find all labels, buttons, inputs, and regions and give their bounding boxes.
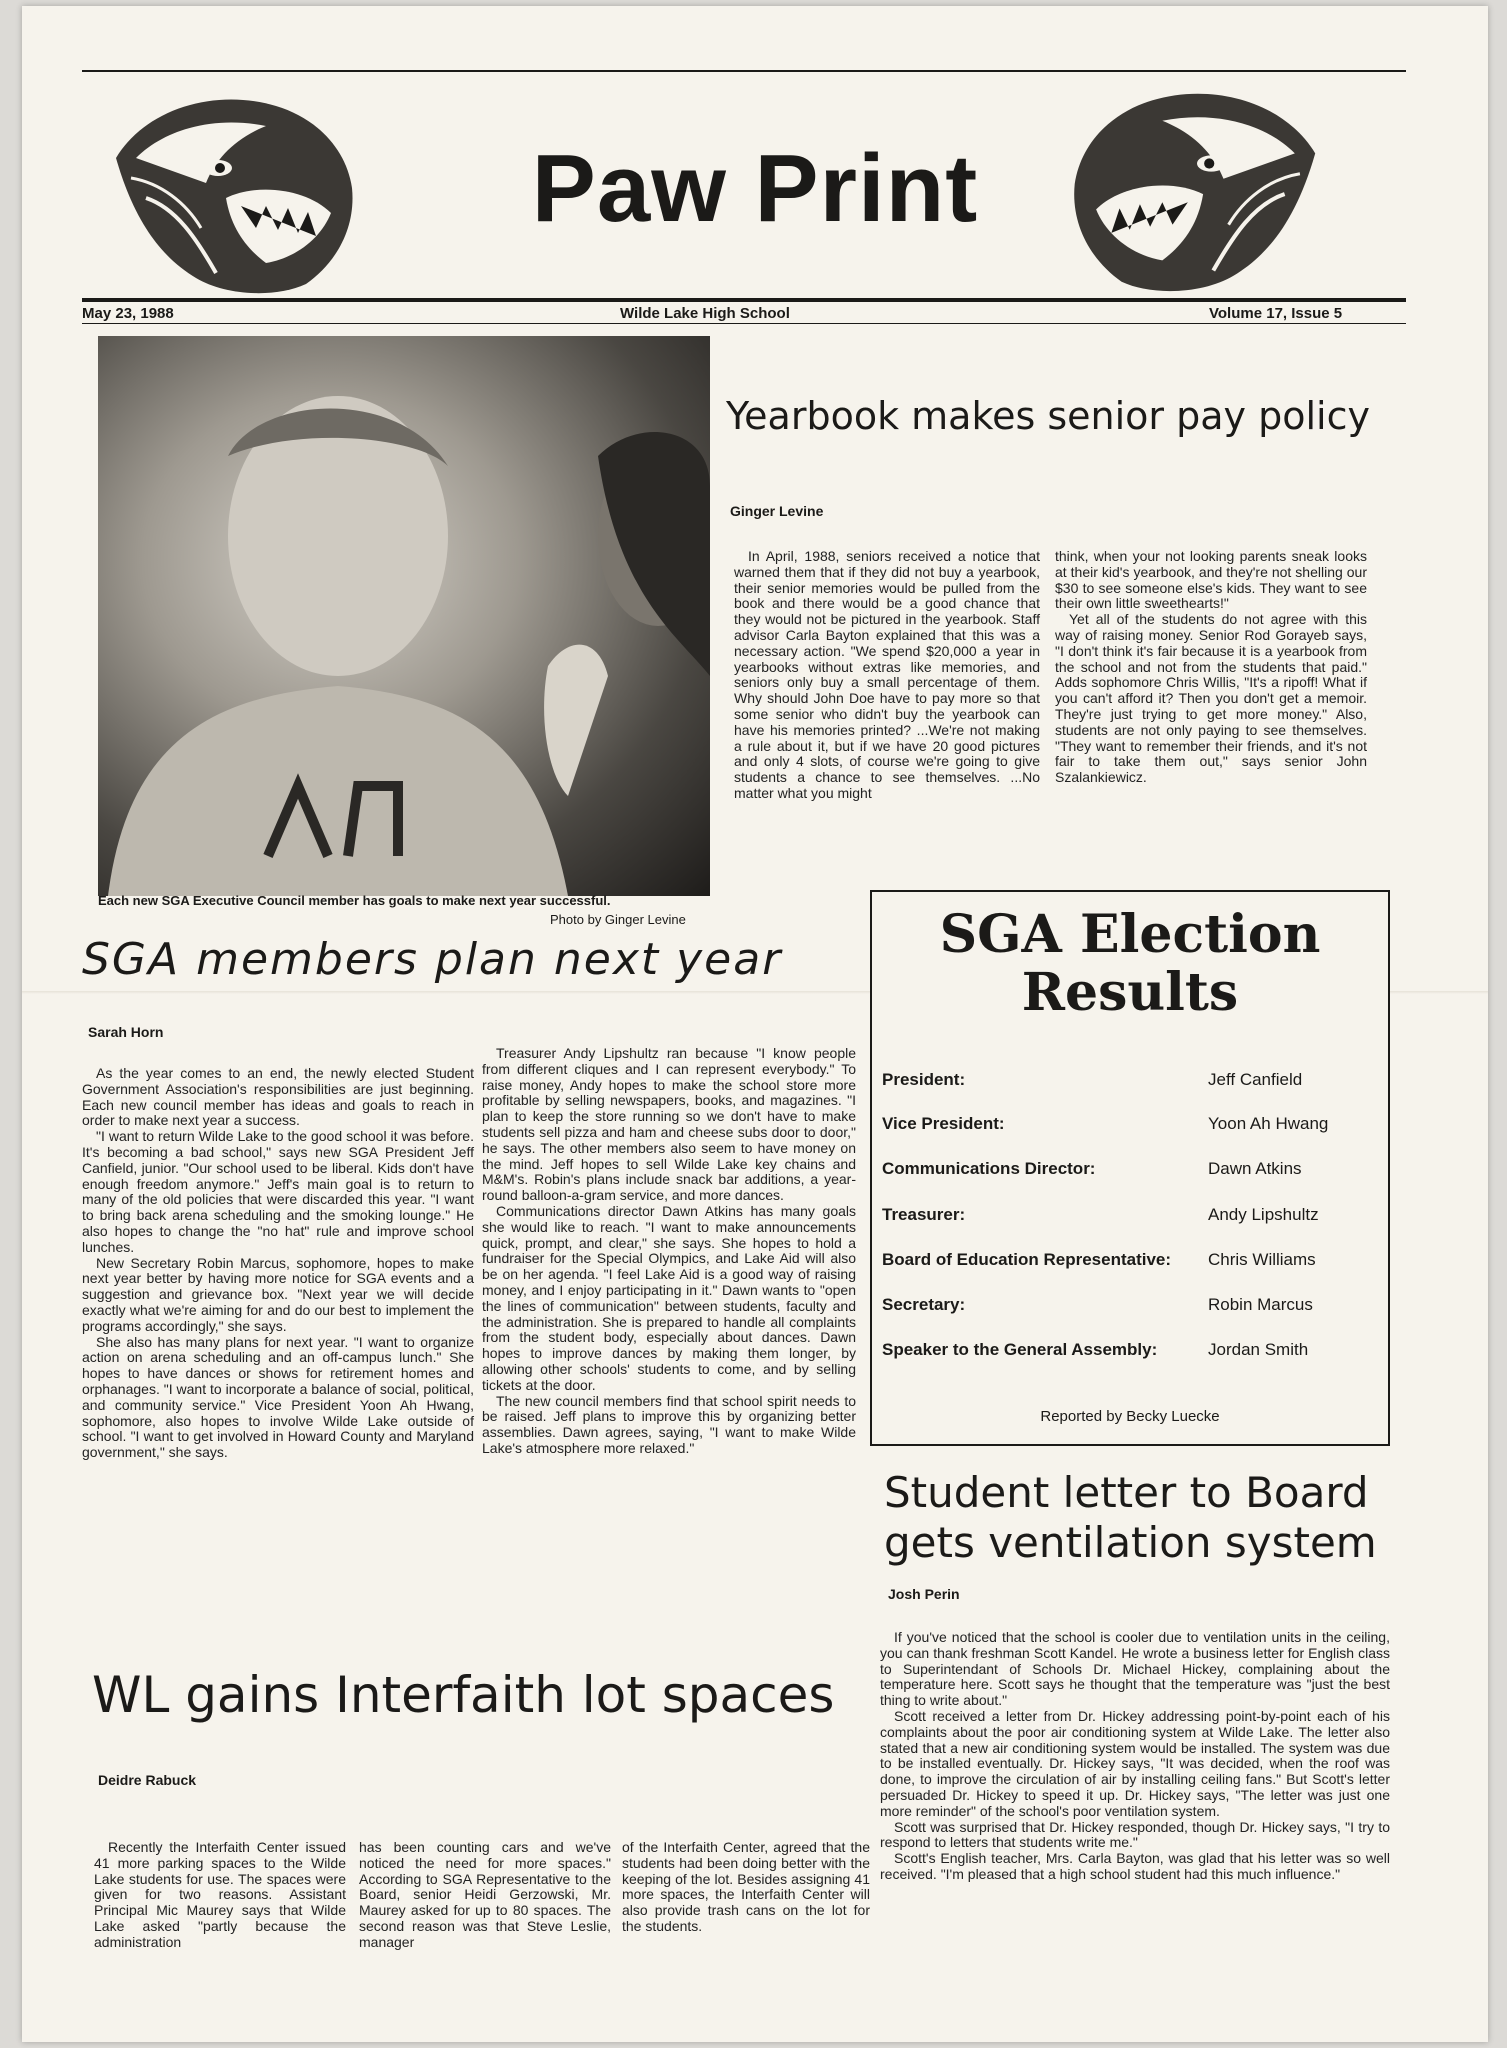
paragraph: "I want to return Wilde Lake to the good school it was before. It's becoming a bad school," says new SGA President Jeff Canfield, junior. "Our school used to be liberal. Kids don't have enough freedom anymore." Jeff's main goal is to return to many of the old policies that were discarded this year. "I want to bring back arena scheduling and the smoking lounge." He also hopes to change the "no hat" rule and improve school lunches. — [82, 1128, 474, 1255]
sga-column-2 — [482, 1046, 856, 1457]
sga-headline: SGA members plan next year — [82, 934, 783, 985]
interfaith-byline: Deidre Rabuck — [98, 1772, 197, 1788]
winner-name: Andy Lipshultz — [1208, 1205, 1319, 1224]
election-row-vice-president — [882, 1114, 1378, 1144]
role-label: Treasurer: — [882, 1205, 966, 1224]
issue-date: May 23, 1988 — [82, 305, 174, 322]
ventilation-headline — [884, 1468, 1377, 1568]
masthead-rule — [82, 298, 1406, 302]
dateline-rule — [82, 323, 1406, 324]
interfaith-column-3 — [622, 1840, 870, 1935]
role-label: Speaker to the General Assembly: — [882, 1340, 1158, 1359]
election-row-president — [882, 1070, 1378, 1100]
role-label: Communications Director: — [882, 1159, 1096, 1178]
newspaper-title: Paw Print — [531, 135, 979, 242]
ventilation-headline-line-2: gets ventilation system — [884, 1518, 1377, 1567]
student-photo-illustration — [98, 336, 710, 896]
role-label: President: — [882, 1070, 966, 1089]
paragraph: As the year comes to an end, the newly elected Student Government Association's responsibilities are just beginning. Each new council member has ideas and goals to reach in order to make next year a success. — [82, 1065, 474, 1129]
election-row-board-rep — [882, 1250, 1378, 1280]
winner-name: Robin Marcus — [1208, 1295, 1313, 1314]
interfaith-column-1 — [94, 1840, 346, 1951]
photo-caption: Each new SGA Executive Council member has goals to make next year successful. — [98, 893, 611, 908]
photo-credit: Photo by Ginger Levine — [550, 912, 686, 927]
paragraph: Treasurer Andy Lipshultz ran because "I know people from different cliques and I can represent everybody." To raise money, Andy hopes to make the school store more profitable by selling newspapers, books, and magazines. "I plan to keep the store running so we don't have to make students sell pizza and ham and cheese subs door to door," he says. The other members also seem to have money on the mind. Jeff hopes to sell Wilde Lake key chains and M&M's. Robin's plans include snack bar additions, a year-round balloon-a-gram service, and more dances. — [482, 1045, 856, 1204]
paragraph: New Secretary Robin Marcus, sophomore, hopes to make next year better by having more notice for SGA events and a suggestion and grievance box. "Next year we will decide exactly what we're aiming for and do our best to implement the programs accordingly," she says. — [82, 1254, 474, 1334]
role-label: Board of Education Representative: — [882, 1250, 1172, 1269]
election-row-speaker — [882, 1340, 1378, 1370]
winner-name: Jeff Canfield — [1208, 1070, 1303, 1089]
top-rule — [82, 70, 1406, 72]
paragraph: If you've noticed that the school is cooler due to ventilation units in the ceiling, you can thank freshman Scott Kandel. He wrote a business letter for English class to Superintendant of Schools Dr. Michael Hickey, complaining about the temperature here. Scott says he thought that the temperature was "just the best thing to write about." — [880, 1629, 1390, 1709]
winner-name: Chris Williams — [1208, 1250, 1316, 1269]
election-title-line-1: SGA Election — [939, 904, 1321, 965]
interfaith-column-2 — [359, 1840, 611, 1951]
election-reported-by: Reported by Becky Luecke — [1040, 1408, 1220, 1425]
paragraph: think, when your not looking parents sneak looks at their kid's yearbook, and they're not shelling our $30 to see someone else's kids. They want to see their own little sweethearts!" — [1055, 548, 1367, 612]
election-results-box — [870, 890, 1390, 1446]
sga-column-1 — [82, 1066, 474, 1461]
yearbook-byline: Ginger Levine — [730, 503, 824, 519]
ventilation-body — [880, 1630, 1390, 1883]
sga-byline: Sarah Horn — [88, 1024, 164, 1040]
role-label: Vice President: — [882, 1114, 1005, 1133]
yearbook-column-2 — [1055, 549, 1367, 786]
paragraph: Scott was surprised that Dr. Hickey responded, though Dr. Hickey says, "I try to respond to letters that students write me." — [880, 1818, 1390, 1851]
paragraph: has been counting cars and we've noticed the need for more spaces." According to SGA Representative to the Board, senior Heidi Gerzowski, Mr. Maurey asked for up to 80 spaces. The second reason was that Steve Leslie, manager — [359, 1839, 611, 1950]
winner-name: Yoon Ah Hwang — [1208, 1114, 1329, 1133]
election-row-treasurer — [882, 1205, 1378, 1235]
paragraph: In April, 1988, seniors received a notice that warned them that if they did not buy a yearbook, their senior memories would be pulled from the book and there would be a good chance that they would not be pictured in the yearbook. Staff advisor Carla Bayton explained that this was a necessary action. "We spend $20,000 a year in yearbooks without extras like memories, and seniors only buy a small percentage of them. Why should John Doe have to pay more so that some senior who didn't buy the yearbook can have his memories printed? ...We're not making a rule about it, but if we have 20 good pictures and only 4 slots, of course we're going to give students a chance to see themselves. ...No matter what you might — [734, 548, 1040, 801]
yearbook-headline: Yearbook makes senior pay policy — [726, 394, 1370, 438]
paragraph: Communications director Dawn Atkins has many goals she would like to reach. "I want to make announcements quick, prompt, and clear," she says. She hopes to hold a fundraiser for the Special Olympics, and Lake Aid will also be on her agenda. "I feel Lake Aid is a good way of raising money, and I enjoy participating in it." Dawn wants to "open the lines of communication" between students, faculty and the administration. She is prepared to handle all complaints from the student body, especially about dances. Dawn hopes to improve dances by making them longer, by allowing other schools' students to come, and by selling tickets at the door. — [482, 1202, 856, 1393]
paragraph: Recently the Interfaith Center issued 41 more parking spaces to the Wilde Lake students for use. The spaces were given for two reasons. Assistant Principal Mic Maurey says that Wilde Lake asked "partly because the administration — [94, 1839, 346, 1950]
winner-name: Dawn Atkins — [1208, 1159, 1302, 1178]
yearbook-column-1 — [734, 549, 1040, 802]
paragraph: Scott received a letter from Dr. Hickey addressing point-by-point each of his complaints about the poor air conditioning system at Wilde Lake. The letter also stated that a new air conditioning system would be installed. The system was due to be installed eventually. Dr. Hickey says, "It was decided, when the roof was done, to improve the circulation of air by installing ceiling fans." But Scott's letter persuaded Dr. Hickey to speed it up. Dr. Hickey says, "The letter was just one more reminder" of the school's poor ventilation system. — [880, 1707, 1390, 1819]
ventilation-headline-line-1: Student letter to Board — [884, 1468, 1369, 1517]
election-results-title — [872, 906, 1388, 1022]
paragraph: Yet all of the students do not agree with this way of raising money. Senior Rod Gorayeb says, "I don't think it's fair because it is a yearbook from the school and not from the students that paid." Adds sophomore Chris Willis, "It's a ripoff! What if you can't afford it? Then you don't get a memoir. They're just trying to get more money." Also, students are not only paying to see themselves. "They want to remember their friends, and it's not fair to take them out," says senior John Szalankiewicz. — [1055, 611, 1367, 786]
paragraph: The new council members find that school spirit needs to be raised. Jeff plans to improve this by organizing better assemblies. Dawn agrees, saying, "I want to make Wilde Lake's atmosphere more relaxed." — [482, 1392, 856, 1456]
role-label: Secretary: — [882, 1295, 966, 1314]
volume-issue: Volume 17, Issue 5 — [1209, 305, 1343, 322]
paragraph: Scott's English teacher, Mrs. Carla Bayton, was glad that his letter was so well received. "I'm pleased that a high school student had this much influence." — [880, 1850, 1390, 1882]
paragraph: of the Interfaith Center, agreed that the students had been doing better with the keeping of the lot. Besides assigning 41 more spaces, the Interfaith Center will also provide trash cans on the lot for the students. — [622, 1839, 870, 1934]
winner-name: Jordan Smith — [1208, 1340, 1309, 1359]
front-photo — [98, 336, 710, 896]
newspaper-page — [22, 6, 1488, 2042]
interfaith-headline: WL gains Interfaith lot spaces — [92, 1666, 835, 1724]
ventilation-byline: Josh Perin — [888, 1586, 960, 1602]
election-row-communications — [882, 1159, 1378, 1189]
election-row-secretary — [882, 1295, 1378, 1325]
school-name: Wilde Lake High School — [620, 305, 790, 322]
paragraph: She also has many plans for next year. "I want to organize action on arena scheduling and an off-campus lunch." She hopes to have dances or shows for retirement homes and orphanages. "I want to incorporate a balance of social, political, and community service." Vice President Yoon Ah Hwang, sophomore, also hopes to involve Wilde Lake outside of school. "I want to get involved in Howard County and Maryland government," she says. — [82, 1333, 474, 1461]
election-title-line-2: Results — [1021, 962, 1239, 1023]
